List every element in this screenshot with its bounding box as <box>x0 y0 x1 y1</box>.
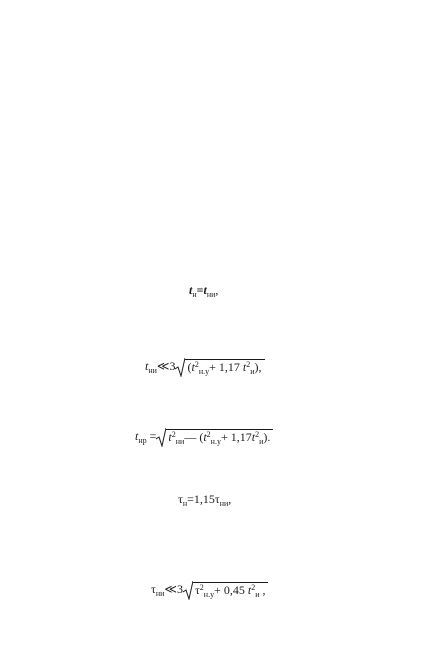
equation-43 <box>29 281 407 303</box>
radical-sign <box>175 357 185 377</box>
equation-45 <box>29 424 407 446</box>
radical-sign <box>183 580 193 600</box>
equation-47 <box>29 577 407 599</box>
formula: $t_{нр}$ = $t^2_{ни}—$ $(t^2_{н.у}+ 1,17t^2_и)$. <box>135 427 273 447</box>
formula: $t_н=t_{ни}$, <box>189 283 219 299</box>
equation-46 <box>29 490 407 512</box>
formula: $\tau_{ни}≪3$ $\tau^2_{н.у}+ 0,45$ $t^2_и$ , <box>151 580 268 600</box>
radicand: $\tau^2_{н.у}+ 0,45$ $t^2_и$ , <box>193 582 269 598</box>
formula: $t_{ни}≪3$ ($t^2_{н.у}+ 1,17$ $t^2_и$), <box>145 357 265 377</box>
radicand: $t^2_{ни}—$ $(t^2_{н.у}+ 1,17t^2_и)$. <box>166 429 273 445</box>
formula: $\tau_н=1,15\tau_{ни}$, <box>178 492 232 508</box>
equation-44 <box>29 354 407 376</box>
radicand: ($t^2_{н.у}+ 1,17$ $t^2_и$), <box>185 359 264 375</box>
radical-sign <box>156 427 166 447</box>
